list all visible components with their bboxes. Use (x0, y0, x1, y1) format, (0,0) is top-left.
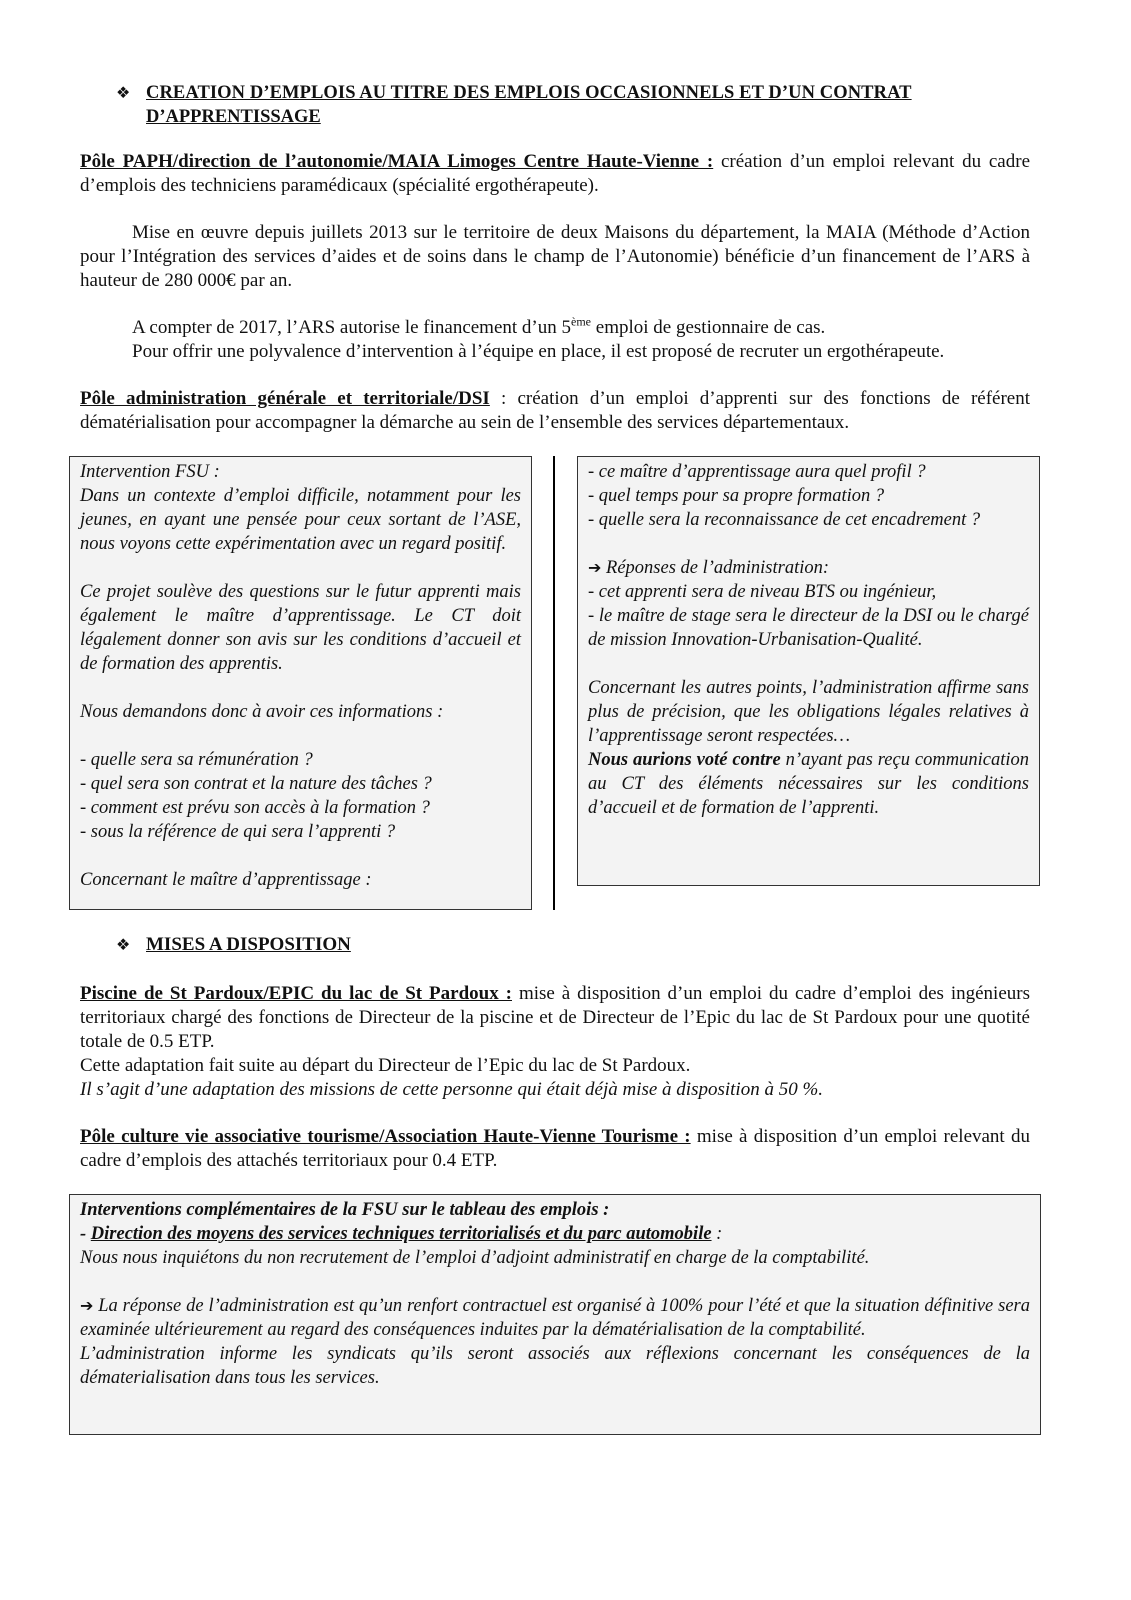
column-divider (553, 456, 555, 910)
fsu-left-p2: Ce projet soulève des questions sur le futur apprenti mais également le maître d’apprentissage. Le CT doit légalement donner son avis sur les conditions d’accueil et de formation des apprentis. (80, 582, 521, 674)
fsu-right-q1: - ce maître d’apprentissage aura quel profil ? (588, 462, 926, 482)
section1-title-line2: D’APPRENTISSAGE (146, 107, 321, 127)
fsu-intervention-box-left (69, 456, 532, 910)
diamond-bullet-icon: ❖ (116, 83, 131, 102)
dsi-text: : création d’un emploi d’apprenti sur des fonctions de référent dématérialisation pour accompagner la démarche au sein de l’ensemble des services départementaux. (80, 388, 1031, 433)
dsi-lead: Pôle administration générale et territoriale/DSI (80, 388, 490, 409)
diamond-bullet-icon: ❖ (116, 935, 131, 954)
paph-lead: Pôle PAPH/direction de l’autonomie/MAIA Limoges Centre Haute-Vienne : (80, 151, 714, 172)
fsu-left-q3: - comment est prévu son accès à la formation ? (80, 798, 430, 818)
fsu-right-response-heading (588, 556, 1029, 580)
ars-paragraph (132, 316, 1032, 340)
fsu-right-p2 (588, 748, 1029, 820)
piscine-line2: Cette adaptation fait suite au départ du Directeur de l’Epic du lac de St Pardoux. (80, 1055, 691, 1076)
fsu-bottom-p2-text: La réponse de l’administration est qu’un renfort contractuel est organisé à 100% pour l’été et que la situation définitive sera examinée ultérieurement au regard des conséquences induites par la dématérialisation de la comptabilité. (80, 1296, 1030, 1340)
section1-title-line1: CREATION D’EMPLOIS AU TITRE DES EMPLOIS OCCASIONNELS ET D’UN CONTRAT (146, 83, 912, 103)
arrow-right-icon: ➔ (588, 558, 602, 577)
fsu-left-q4: - sous la référence de qui sera l’apprenti ? (80, 822, 396, 842)
paph-text: création d’un emploi relevant du cadre d’emplois des techniciens paramédicaux (spécialité ergothérapeute). (80, 151, 1030, 196)
maia-paragraph: Mise en œuvre depuis juillets 2013 sur le territoire de deux Maisons du département, la MAIA (Méthode d’Action pour l’Intégration des services d’aides et de soins dans le champ de l’Autonomie) bénéficie d’un financement de l’ARS à hauteur de 280 000€ par an. (80, 222, 1030, 291)
fsu-bottom-heading: Interventions complémentaires de la FSU sur le tableau des emplois : (80, 1200, 610, 1220)
fsu-left-p1: Dans un contexte d’emploi difficile, notamment pour les jeunes, en ayant une pensée pour ceux sortant de l’ASE, nous voyons cette expérimentation avec un regard positif. (80, 486, 521, 554)
sub-dash: - (80, 1224, 91, 1244)
arrow-right-icon: ➔ (80, 1296, 94, 1315)
fsu-right-q3: - quelle sera la reconnaissance de cet encadrement ? (588, 510, 981, 530)
piscine-text: mise à disposition d’un emploi du cadre d’emploi des ingénieurs territoriaux chargé des fonctions de Directeur de la piscine et de Directeur de l’Epic du lac de St Pardoux pour une quotité totale de 0.5 ETP. (80, 983, 1030, 1052)
polyvalence-paragraph: Pour offrir une polyvalence d’intervention à l’équipe en place, il est proposé de recruter un ergothérapeute. (132, 341, 945, 362)
fsu-bottom-p1: Nous nous inquiétons du non recrutement de l’emploi d’adjoint administratif en charge de la comptabilité. (80, 1248, 870, 1268)
piscine-paragraph (80, 982, 1030, 1054)
paph-paragraph (80, 150, 1030, 198)
fsu-right-p1: Concernant les autres points, l’administration affirme sans plus de précision, que les obligations légales relatives à l’apprentissage seront respectées… (588, 678, 1029, 746)
piscine-line3: Il s’agit d’une adaptation des missions de cette personne qui était déjà mise à disposition à 50 %. (80, 1079, 824, 1100)
fsu-bottom-box (69, 1194, 1041, 1435)
piscine-lead: Piscine de St Pardoux/EPIC du lac de St Pardoux : (80, 983, 512, 1004)
culture-text: mise à disposition d’un emploi relevant du cadre d’emplois des attachés territoriaux pour 0.4 ETP. (80, 1126, 1030, 1171)
culture-paragraph (80, 1125, 1030, 1173)
vote-contre-bold: Nous aurions voté contre (588, 750, 781, 770)
sub-colon: : (711, 1224, 723, 1244)
dsi-paragraph (80, 387, 1030, 435)
fsu-left-p4: Concernant le maître d’apprentissage : (80, 870, 372, 890)
section2-title: MISES A DISPOSITION (146, 934, 351, 955)
culture-lead: Pôle culture vie associative tourisme/Association Haute-Vienne Tourisme : (80, 1126, 691, 1147)
fsu-intervention-box-right (577, 456, 1040, 886)
fsu-right-r1: - cet apprenti sera de niveau BTS ou ingénieur, (588, 582, 937, 602)
fsu-bottom-p2 (80, 1294, 1030, 1342)
response-heading-text: Réponses de l’administration: (601, 558, 830, 578)
fsu-right-q2: - quel temps pour sa propre formation ? (588, 486, 885, 506)
fsu-left-heading: Intervention FSU : (80, 462, 220, 482)
fsu-right-r2: - le maître de stage sera le directeur de la DSI ou le chargé de mission Innovation-Urbanisation-Qualité. (588, 606, 1029, 650)
sub-lead: Direction des moyens des services techniques territorialisés et du parc automobile (90, 1224, 712, 1244)
fsu-left-q2: - quel sera son contrat et la nature des tâches ? (80, 774, 432, 794)
fsu-left-q1: - quelle sera sa rémunération ? (80, 750, 313, 770)
fsu-bottom-p3: L’administration informe les syndicats qu’ils seront associés aux réflexions concernant les conséquences de la dématerialisation dans tous les services. (80, 1344, 1030, 1388)
vote-contre-rest: n’ayant pas reçu communication au CT des éléments nécessaires sur les conditions d’accueil et de formation de l’apprenti. (588, 750, 1029, 818)
ars-text-before: A compter de 2017, l’ARS autorise le financement d’un 5 (132, 317, 572, 338)
fsu-bottom-sub (80, 1222, 1030, 1246)
ars-sup: ème (571, 314, 592, 329)
fsu-left-p3: Nous demandons donc à avoir ces informations : (80, 702, 444, 722)
ars-text-after: emploi de gestionnaire de cas. (591, 317, 826, 338)
